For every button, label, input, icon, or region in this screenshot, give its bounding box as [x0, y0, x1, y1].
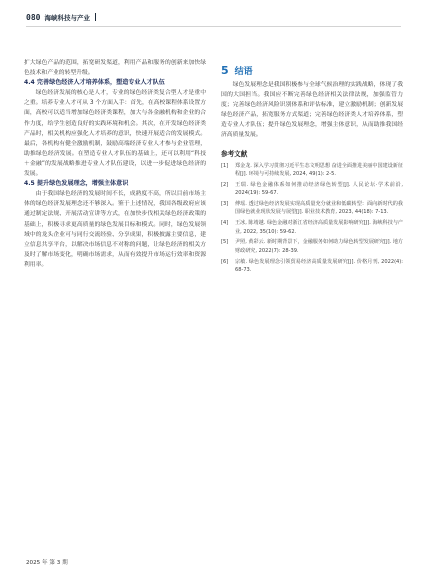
reference-item: [221, 238, 403, 255]
page-number: 080: [26, 12, 41, 22]
reference-item: [221, 200, 403, 217]
reference-text: 郑金龙. 深入学习贯彻习近平生态文明思想 奋进全面推进美丽中国建设新征程[J]. 环境与可持续发展, 2024, 49(1): 2-5.: [235, 162, 403, 177]
reference-text: 王瑞. 绿色金融体系如何推动经济绿色转型[J]. 人民论坛·学术前沿, 2024(19): 59-67.: [235, 181, 403, 197]
section-4-4-title: 4.4 完善绿色经济人才培养体系，塑造专业人才队伍: [24, 79, 165, 87]
section-4-5-paragraph: 由于我国绿色经济的发展时间不长，成熟度不高，所以目前市场主体的绿色经济发展理念还不够深入。鉴于上述情况，我国各级政府应该通过制定法规、开展活动宣讲等方式，在加快步伐相关绿色经济政策的基础上，积极寻求更高质量的绿色发展目标和模式。同时，绿色发展领域中的龙头企业可与同行交流经验、分享成果，积极披露主要信息，建立信息共享平台，以解决市场信息不对称的问题，让绿色经济的相关方及时了解市场变化，明确市场需求，从而有效提升市场运行效率和资源利用率。: [24, 191, 206, 268]
section-5-heading: [221, 64, 403, 77]
page-header: [26, 9, 96, 25]
reference-number: [4]: [221, 220, 229, 227]
reference-number: [2]: [221, 181, 229, 188]
reference-item: [221, 181, 403, 198]
header-divider: [95, 13, 96, 21]
reference-number: [6]: [221, 258, 229, 265]
reference-item: [221, 258, 403, 275]
reference-item: [221, 219, 403, 236]
intro-paragraph: 扩大绿色产品的范围，拓宽研发渠道，利用产品和服务的创新来加快绿色技术和产业的转型升级。: [24, 60, 206, 77]
right-column: [221, 58, 403, 277]
references-list: [221, 162, 403, 275]
reference-text: 尹照, 黄彩云. 新时期背景下，金融服务如何助力绿色转型发展研究[J]. 地方财政研究, 2022(7): 28-39.: [235, 239, 404, 254]
conclusion-paragraph: 绿色发展理念是我国积极参与全球气候治理的实践战略，体现了我国的大国担当。我国应不断完善绿色经济相关法律法规，加强监管力度；完善绿色经济风险识别体系和评估标准，建立激励机制；创新发展绿色经济产品，拓宽服务方式渠道；完善绿色经济类人才培养体系，塑造专业人才队伍；提升绿色发展理念，增强主体意识，从而助推我国经济高质量发展。: [221, 82, 403, 139]
issue-footer: 2025 年 第 3 期: [26, 560, 68, 566]
section-4-5-title: 4.5 提升绿色发展理念，增强主体意识: [24, 180, 129, 188]
section-4-4-paragraph: 绿色经济发展的核心是人才，专业的绿色经济类复合型人才是重中之重。培养专业人才可从 3 个方面入手：首先，在高校课程体系设置方面，高校可以适当增加绿色经济类课程，加大与各金融机构和企业的合作力度，给学生创造良好的实践环境和机会。其次，在开发绿色经济类产品时，相关机构应强化人才培养的意识，快速开展适合的发展模式。最后，各机构有健全激励机制，鼓励高端经济专业人才参与企业管理，助推绿色经济发展。在塑造专业人才队伍的基础上，还可以利用“科技＋金融”的发展战略推进专业人才队伍建设，以进一步促进绿色经济的发展。: [24, 90, 206, 178]
reference-text: 傅瑶. 透过绿色经济发展实现高质量充分就业和低碳转型：面向新时代的我国绿色就业现状发展与展望[J]. 职业技术教育, 2023, 44(18): 7-13.: [235, 200, 403, 216]
reference-number: [3]: [221, 200, 229, 207]
reference-number: [5]: [221, 239, 229, 246]
header-rule: [26, 26, 401, 27]
section-5-number: 5: [221, 64, 229, 77]
section-5-title: 结语: [234, 67, 253, 77]
references-title: 参考文献: [221, 149, 248, 158]
reference-number: [1]: [221, 162, 229, 169]
left-column: [24, 58, 206, 270]
journal-title: 海峡科技与产业: [44, 13, 90, 22]
reference-item: [221, 162, 403, 179]
reference-text: 宗敏. 绿色发展理念引领贸易经济高质量发展研究[J]. 价格月刊, 2022(4): 68-73.: [235, 258, 403, 273]
reference-text: 王冰, 陈靖越. 绿色金融对浙江省经济高质量发展影响研究[J]. 海峡科技与产业, 2022, 35(10): 59-62.: [235, 220, 404, 235]
